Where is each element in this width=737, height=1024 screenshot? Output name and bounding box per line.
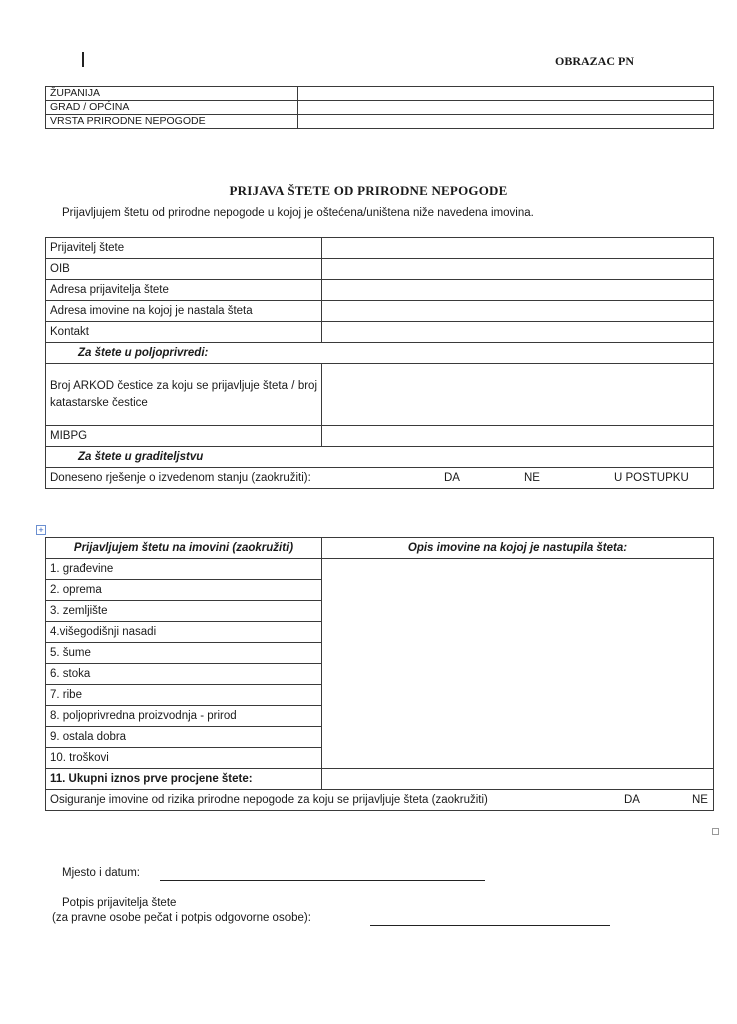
reporter-label: Prijavitelj štete — [46, 238, 322, 259]
table-row — [46, 87, 714, 101]
property-item[interactable]: 4.višegodišnji nasadi — [46, 622, 322, 643]
total-estimate-label: 11. Ukupni iznos prve procjene štete: — [46, 769, 322, 790]
property-col-header: Prijavljujem štetu na imovini (zaokružiti) — [46, 538, 322, 559]
property-item[interactable]: 10. troškovi — [46, 748, 322, 769]
signature-label: Potpis prijavitelja štete — [62, 897, 177, 909]
table-row — [46, 280, 714, 301]
property-item[interactable]: 7. ribe — [46, 685, 322, 706]
insurance-row — [46, 790, 714, 811]
table-row — [46, 101, 714, 115]
property-item[interactable]: 5. šume — [46, 643, 322, 664]
decision-label: Doneseno rješenje o izvedenom stanju (zaokružiti): — [50, 472, 311, 484]
decision-pending-option[interactable]: U POSTUPKU — [614, 472, 689, 484]
city-field[interactable] — [298, 101, 714, 115]
page-title: PRIJAVA ŠTETE OD PRIRODNE NEPOGODE — [229, 183, 508, 198]
property-item[interactable]: 2. oprema — [46, 580, 322, 601]
table-row — [46, 426, 714, 447]
table-row — [46, 343, 714, 364]
property-address-label: Adresa imovine na kojoj je nastala šteta — [46, 301, 322, 322]
contact-label: Kontakt — [46, 322, 322, 343]
mibpg-field[interactable] — [322, 426, 714, 447]
property-item[interactable]: 6. stoka — [46, 664, 322, 685]
city-label: GRAD / OPĆINA — [46, 101, 298, 115]
property-item[interactable]: 1. građevine — [46, 559, 322, 580]
reporter-address-field[interactable] — [322, 280, 714, 301]
table-row — [46, 559, 714, 580]
oib-label: OIB — [46, 259, 322, 280]
table-row — [46, 115, 714, 129]
details-table — [45, 237, 714, 489]
table-row — [46, 238, 714, 259]
description-col-header: Opis imovine na kojoj je nastupila šteta: — [322, 538, 714, 559]
table-row — [46, 259, 714, 280]
insurance-no-option[interactable]: NE — [692, 794, 708, 806]
insurance-yes-option[interactable]: DA — [624, 794, 640, 806]
property-item[interactable]: 3. zemljište — [46, 601, 322, 622]
county-field[interactable] — [298, 87, 714, 101]
table-row — [46, 769, 714, 790]
total-estimate-field[interactable] — [322, 769, 714, 790]
insurance-label: Osiguranje imovine od rizika prirodne nepogode za koju se prijavljuje šteta (zaokružiti) — [50, 794, 488, 806]
table-row — [46, 364, 714, 426]
decision-no-option[interactable]: NE — [524, 472, 540, 484]
property-description-field[interactable] — [322, 559, 714, 769]
agri-section-heading: Za štete u poljoprivredi: — [46, 343, 714, 364]
table-resize-handle-icon[interactable] — [712, 828, 719, 835]
disaster-type-field[interactable] — [298, 115, 714, 129]
table-row — [46, 322, 714, 343]
table-row — [46, 790, 714, 811]
reporter-address-label: Adresa prijavitelja štete — [46, 280, 322, 301]
text-cursor — [82, 52, 84, 67]
property-table — [45, 537, 714, 811]
construction-section-heading: Za štete u graditeljstvu — [46, 447, 714, 468]
property-address-field[interactable] — [322, 301, 714, 322]
table-move-handle-icon[interactable]: + — [36, 525, 46, 535]
intro-text: Prijavljujem štetu od prirodne nepogode u kojoj je oštećena/uništena niže navedena imovina. — [62, 207, 534, 219]
region-table — [45, 86, 714, 129]
contact-field[interactable] — [322, 322, 714, 343]
county-label: ŽUPANIJA — [46, 87, 298, 101]
arkod-label: Broj ARKOD čestice za koju se prijavljuje šteta / broj katastarske čestice — [46, 364, 322, 426]
arkod-field[interactable] — [322, 364, 714, 426]
table-row — [46, 301, 714, 322]
place-date-line[interactable] — [160, 880, 485, 881]
property-item[interactable]: 9. ostala dobra — [46, 727, 322, 748]
signature-line[interactable] — [370, 925, 610, 926]
reporter-field[interactable] — [322, 238, 714, 259]
property-item[interactable]: 8. poljoprivredna proizvodnja - prirod — [46, 706, 322, 727]
oib-field[interactable] — [322, 259, 714, 280]
form-code: OBRAZAC PN — [555, 54, 635, 68]
disaster-type-label: VRSTA PRIRODNE NEPOGODE — [46, 115, 298, 129]
signature-note: (za pravne osobe pečat i potpis odgovorne osobe): — [52, 912, 311, 924]
place-date-label: Mjesto i datum: — [62, 867, 140, 879]
table-row — [46, 468, 714, 489]
table-row — [46, 447, 714, 468]
mibpg-label: MIBPG — [46, 426, 322, 447]
decision-yes-option[interactable]: DA — [444, 472, 460, 484]
table-row — [46, 538, 714, 559]
decision-row — [46, 468, 714, 489]
